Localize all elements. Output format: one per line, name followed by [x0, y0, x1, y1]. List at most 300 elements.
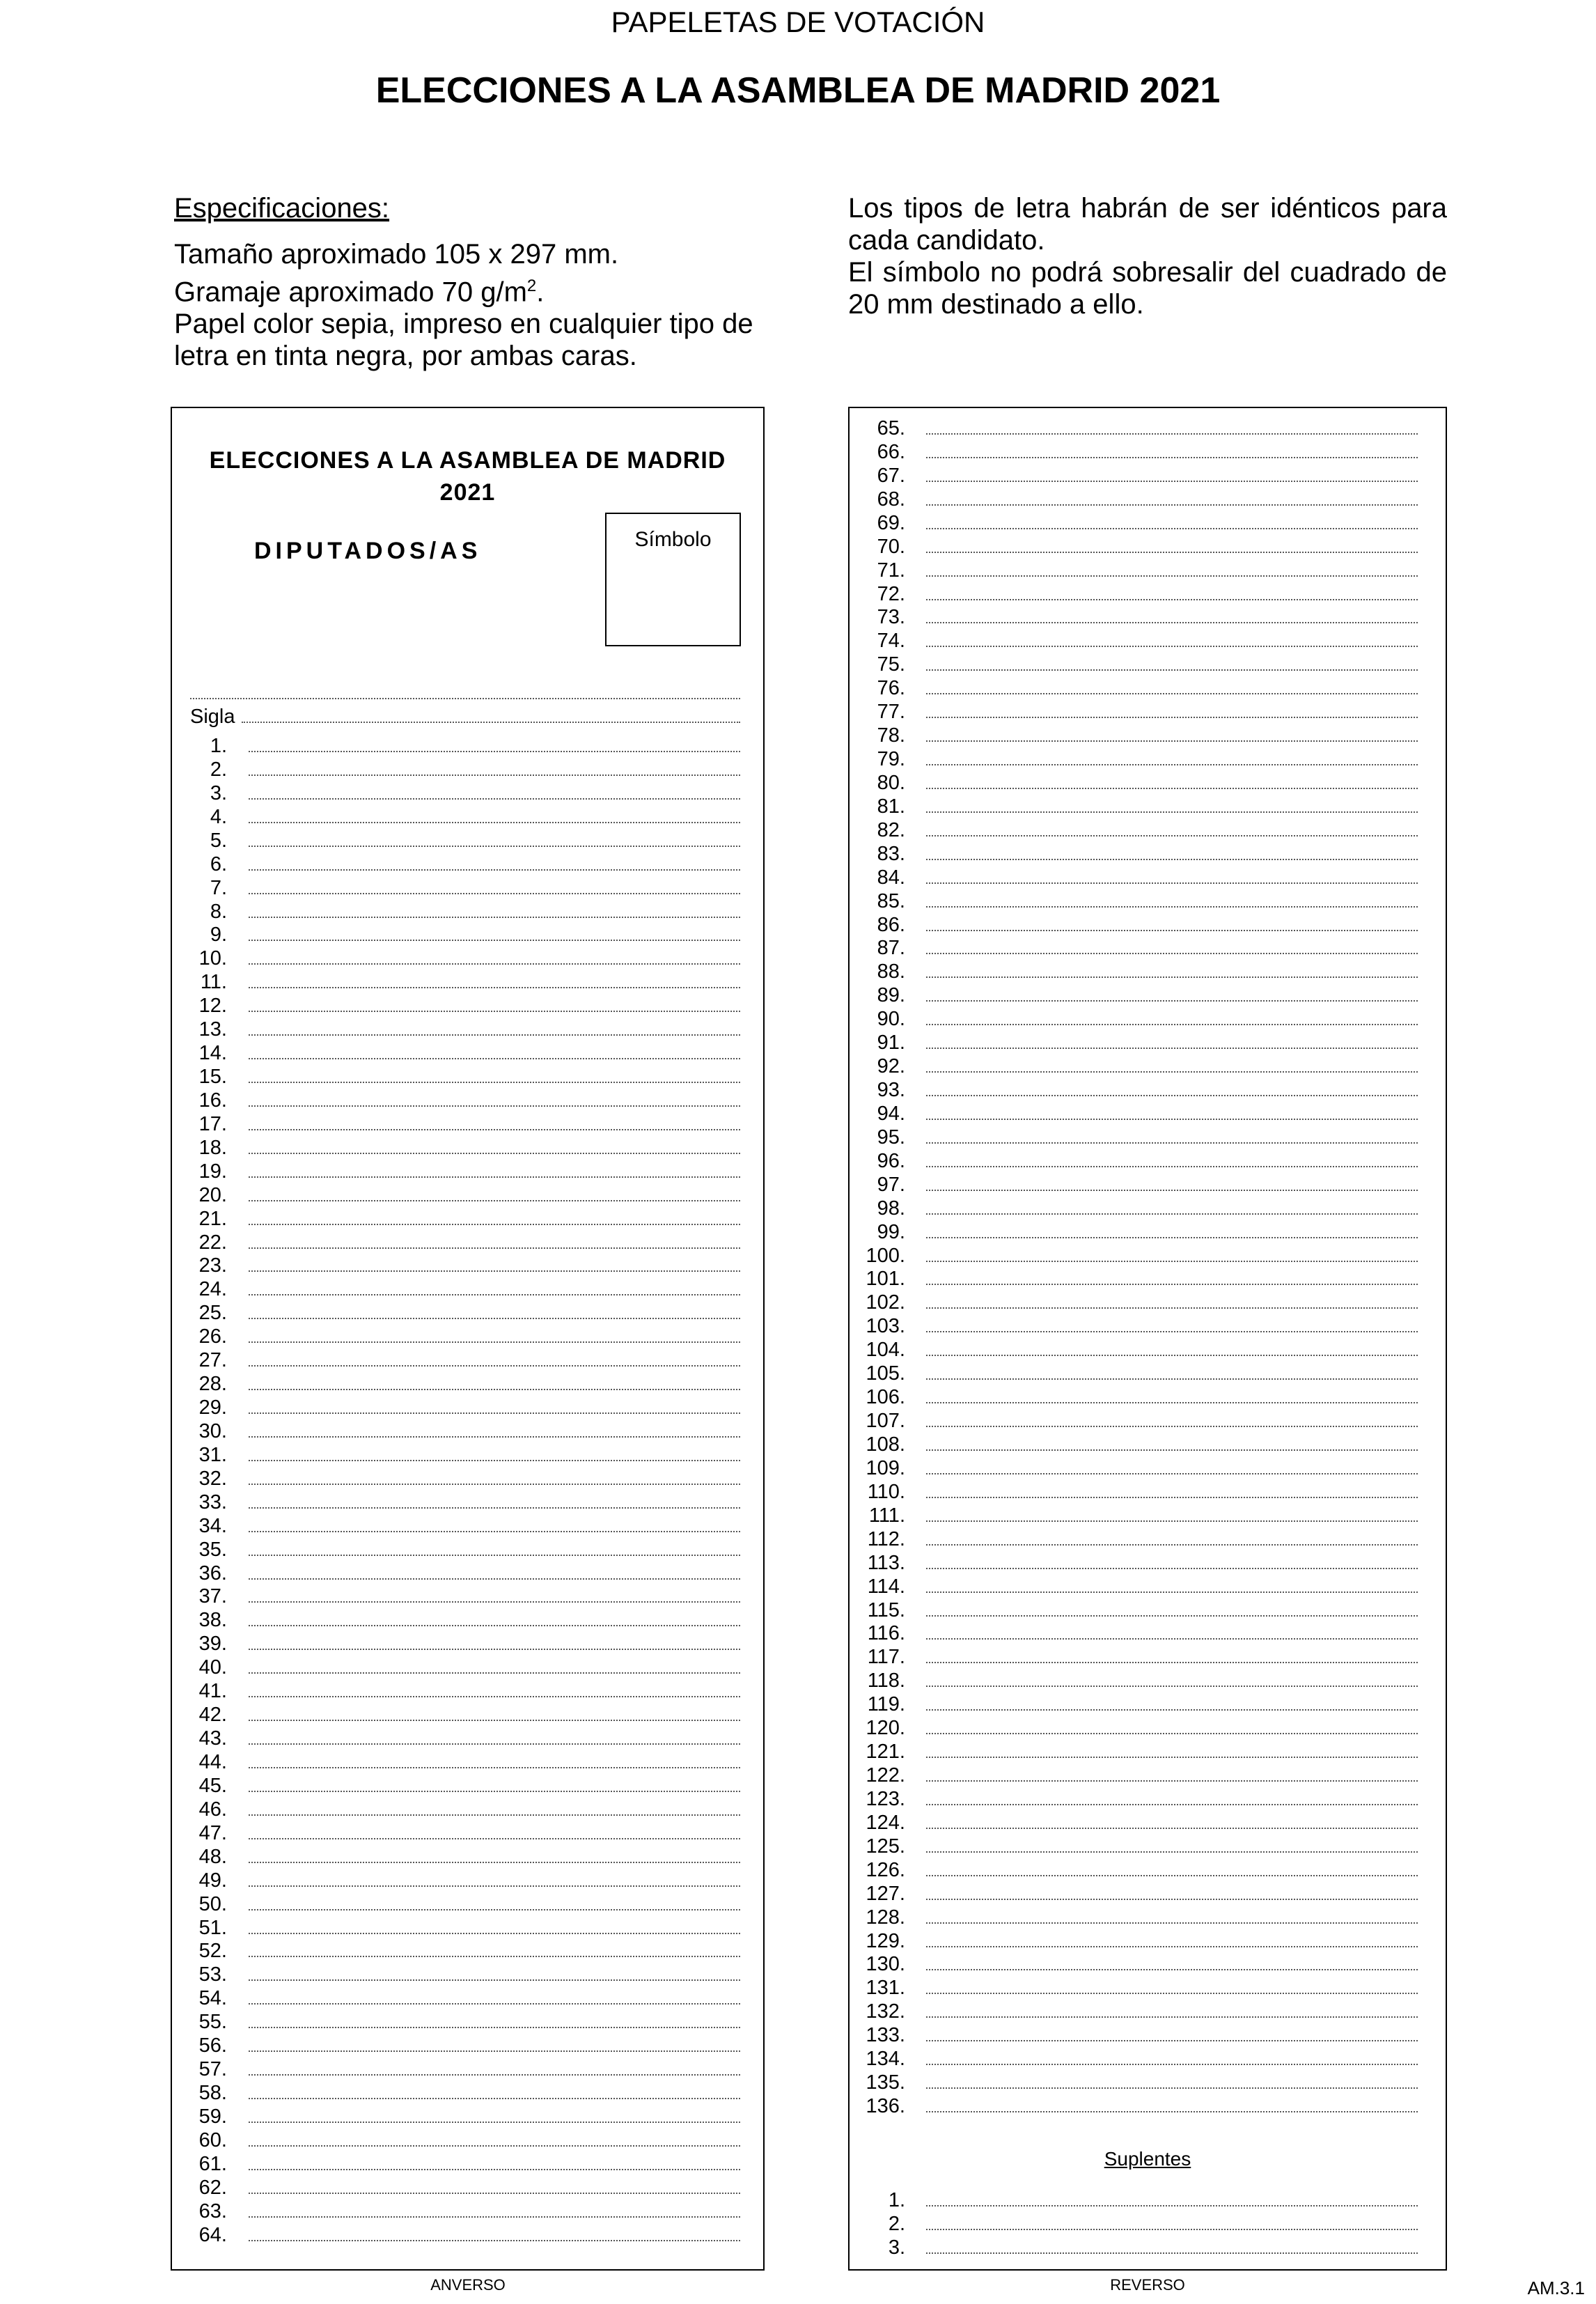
list-item-number: 113.	[867, 1551, 905, 1574]
list-item-number: 123.	[866, 1787, 905, 1810]
list-item-number: 34.	[198, 1514, 227, 1537]
candidate-dotted-line	[249, 1625, 740, 1626]
list-item-number: 78.	[877, 724, 905, 747]
list-item	[850, 440, 1446, 464]
candidate-dotted-line	[926, 1615, 1418, 1617]
candidate-dotted-line	[926, 2016, 1418, 2018]
candidate-dotted-line	[926, 1875, 1418, 1876]
list-item	[172, 1183, 763, 1207]
spec-symbol: El símbolo no podrá sobresalir del cuadrado de 20 mm destinado a ello.	[848, 257, 1447, 320]
candidate-dotted-line	[249, 1034, 740, 1036]
list-item-number: 92.	[877, 1055, 905, 1078]
list-item	[850, 1716, 1446, 1740]
candidate-dotted-line	[926, 2087, 1418, 2089]
list-item	[850, 511, 1446, 535]
list-item-number: 104.	[866, 1339, 905, 1362]
list-item-number: 3.	[888, 2236, 905, 2259]
specifications-right	[848, 192, 1447, 320]
list-item-number: 136.	[866, 2095, 905, 2118]
list-item	[850, 1291, 1446, 1314]
list-item-number: 115.	[867, 1598, 905, 1621]
list-item	[172, 1325, 763, 1348]
list-item	[850, 417, 1446, 440]
list-item	[172, 1585, 763, 1608]
list-item-number: 97.	[877, 1173, 905, 1196]
list-item-number: 105.	[866, 1362, 905, 1385]
candidate-dotted-line	[926, 2252, 1418, 2254]
candidate-dotted-line	[249, 1743, 740, 1745]
candidate-dotted-line	[926, 669, 1418, 671]
list-item	[850, 1906, 1446, 1929]
list-item	[172, 1821, 763, 1845]
list-item-number: 2.	[210, 758, 227, 781]
list-item	[850, 1551, 1446, 1575]
list-item-number: 129.	[866, 1929, 905, 1952]
symbol-box	[605, 513, 741, 646]
candidate-dotted-line	[926, 1331, 1418, 1332]
list-item-number: 66.	[877, 440, 905, 463]
list-item	[850, 1362, 1446, 1385]
candidate-dotted-line	[249, 869, 740, 871]
spec-size: Tamaño aproximado 105 x 297 mm.	[174, 239, 619, 270]
list-item-number: 13.	[198, 1018, 227, 1041]
candidate-dotted-line	[926, 481, 1418, 482]
list-item-number: 120.	[866, 1717, 905, 1740]
list-item	[172, 1207, 763, 1231]
candidate-dotted-line	[249, 1885, 740, 1887]
candidate-dotted-line	[249, 2240, 740, 2241]
list-item-number: 67.	[877, 464, 905, 487]
list-item	[850, 1952, 1446, 1976]
candidate-dotted-line	[249, 846, 740, 847]
list-item	[172, 923, 763, 947]
candidate-dotted-line	[926, 1402, 1418, 1403]
spec-paper: Papel color sepia, impreso en cualquier tipo de letra en tinta negra, por ambas caras.	[174, 309, 753, 372]
list-item-number: 60.	[198, 2128, 227, 2151]
candidate-dotted-line	[926, 1851, 1418, 1853]
candidate-dotted-line	[249, 1649, 740, 1650]
list-item-number: 25.	[198, 1302, 227, 1325]
candidate-dotted-line	[249, 1058, 740, 1059]
list-item	[172, 805, 763, 829]
candidate-dotted-line	[249, 1129, 740, 1130]
candidate-dotted-line	[249, 2003, 740, 2005]
list-item	[172, 734, 763, 758]
list-item	[850, 724, 1446, 747]
candidate-dotted-line	[249, 1247, 740, 1249]
list-item	[172, 1277, 763, 1301]
list-item-number: 46.	[198, 1798, 227, 1821]
list-item-number: 88.	[877, 960, 905, 983]
candidate-dotted-line	[926, 1378, 1418, 1380]
candidate-dotted-line	[249, 2193, 740, 2194]
candidate-dotted-line	[249, 1672, 740, 1674]
document-title: ELECCIONES A LA ASAMBLEA DE MADRID 2021	[375, 70, 1221, 111]
list-item	[850, 1929, 1446, 1953]
list-item	[850, 2236, 1446, 2259]
list-item-number: 24.	[198, 1278, 227, 1301]
list-item	[850, 1504, 1446, 1527]
list-item	[172, 994, 763, 1018]
candidate-dotted-line	[926, 1024, 1418, 1025]
list-item	[172, 2128, 763, 2152]
list-item	[850, 1031, 1446, 1054]
list-item	[850, 1621, 1446, 1645]
candidate-dotted-line	[249, 822, 740, 823]
candidate-dotted-line	[926, 1686, 1418, 1687]
list-item	[172, 2057, 763, 2081]
list-item-number: 71.	[877, 559, 905, 582]
candidate-dotted-line	[926, 433, 1418, 435]
list-item	[850, 1456, 1446, 1480]
list-item	[850, 1078, 1446, 1102]
list-item-number: 130.	[866, 1953, 905, 1976]
spec-weight-superscript: 2	[526, 277, 537, 295]
list-item	[172, 1963, 763, 1986]
list-item-number: 135.	[866, 2071, 905, 2094]
candidate-dotted-line	[249, 1294, 740, 1295]
list-item	[850, 1126, 1446, 1149]
candidate-dotted-line	[249, 1720, 740, 1721]
list-item-number: 134.	[866, 2048, 905, 2071]
candidate-dotted-line	[249, 1979, 740, 1981]
list-item-number: 23.	[198, 1254, 227, 1277]
list-item-number: 52.	[198, 1940, 227, 1963]
ballot-front-panel	[171, 407, 765, 2271]
candidate-dotted-line	[249, 893, 740, 894]
list-item	[850, 1007, 1446, 1031]
sigla-dotted-line	[242, 722, 740, 723]
candidate-dotted-line	[249, 1909, 740, 1910]
list-item	[850, 1409, 1446, 1433]
list-item	[850, 2023, 1446, 2047]
list-item	[172, 1018, 763, 1041]
list-item	[172, 1231, 763, 1254]
list-item-number: 106.	[866, 1386, 905, 1409]
candidate-dotted-line	[926, 1993, 1418, 1994]
candidate-dotted-line	[926, 1662, 1418, 1663]
list-item	[850, 842, 1446, 866]
list-item-number: 132.	[866, 2000, 905, 2023]
list-item-number: 122.	[866, 1764, 905, 1787]
list-item-number: 99.	[877, 1220, 905, 1243]
list-item-number: 118.	[867, 1669, 905, 1692]
list-item	[850, 2000, 1446, 2023]
candidate-dotted-line	[926, 2064, 1418, 2065]
list-item-number: 42.	[198, 1704, 227, 1727]
list-item	[172, 1419, 763, 1443]
list-item	[850, 464, 1446, 488]
list-item	[850, 700, 1446, 724]
candidate-dotted-line	[249, 963, 740, 965]
list-item	[172, 1892, 763, 1916]
list-item-number: 87.	[877, 937, 905, 960]
list-item-number: 33.	[198, 1490, 227, 1513]
list-item	[172, 829, 763, 853]
list-item	[172, 2152, 763, 2176]
list-item	[850, 1740, 1446, 1764]
candidate-dotted-line	[926, 552, 1418, 553]
list-item-number: 90.	[877, 1008, 905, 1031]
candidate-dotted-line	[249, 1507, 740, 1509]
list-item	[172, 1396, 763, 1419]
back-caption: REVERSO	[1110, 2276, 1185, 2294]
list-item	[850, 771, 1446, 795]
list-item	[172, 1750, 763, 1774]
list-item	[172, 970, 763, 994]
list-item-number: 85.	[877, 889, 905, 912]
list-item-number: 89.	[877, 984, 905, 1007]
list-item	[172, 1372, 763, 1396]
list-item-number: 1.	[888, 2189, 905, 2211]
candidate-dotted-line	[249, 1200, 740, 1201]
ballot-title-line-1: ELECCIONES A LA ASAMBLEA DE MADRID	[209, 447, 726, 474]
list-item-number: 12.	[198, 995, 227, 1018]
specifications-left	[174, 192, 787, 372]
candidate-dotted-line	[926, 1000, 1418, 1002]
candidate-dotted-line	[926, 835, 1418, 836]
list-item	[850, 1976, 1446, 2000]
candidate-dotted-line	[249, 2050, 740, 2052]
candidate-dotted-line	[926, 811, 1418, 813]
candidate-dotted-line	[926, 764, 1418, 765]
list-item	[172, 1845, 763, 1869]
list-item	[172, 1727, 763, 1750]
list-item	[172, 1986, 763, 2010]
candidate-dotted-line	[926, 1237, 1418, 1238]
candidate-dotted-line	[926, 1520, 1418, 1522]
list-item-number: 27.	[198, 1349, 227, 1372]
list-item-number: 18.	[198, 1136, 227, 1159]
candidate-dotted-line	[926, 1048, 1418, 1049]
list-item	[172, 1514, 763, 1538]
candidate-dotted-line	[249, 1082, 740, 1083]
list-item-number: 121.	[866, 1741, 905, 1764]
list-item	[172, 758, 763, 781]
list-item	[172, 1254, 763, 1277]
candidate-dotted-line	[926, 1591, 1418, 1593]
candidate-dotted-line	[926, 1709, 1418, 1711]
list-item-number: 109.	[866, 1456, 905, 1479]
list-item-number: 51.	[198, 1916, 227, 1939]
list-item-number: 21.	[198, 1207, 227, 1230]
party-name-row	[172, 681, 763, 705]
list-item-number: 117.	[867, 1646, 905, 1669]
list-item	[172, 1939, 763, 1963]
list-item-number: 39.	[198, 1633, 227, 1656]
candidate-dotted-line	[926, 1638, 1418, 1640]
list-item-number: 3.	[210, 781, 227, 804]
list-item-number: 4.	[210, 805, 227, 828]
list-item	[850, 1102, 1446, 1126]
candidate-dotted-line	[926, 1733, 1418, 1734]
list-item-number: 31.	[198, 1443, 227, 1466]
list-item-number: 91.	[877, 1032, 905, 1054]
list-item-number: 56.	[198, 2034, 227, 2057]
list-item-number: 62.	[198, 2176, 227, 2199]
candidate-dotted-line	[926, 930, 1418, 931]
candidate-dotted-line	[926, 2205, 1418, 2206]
list-item-number: 108.	[866, 1433, 905, 1456]
candidate-dotted-line	[249, 1389, 740, 1390]
list-item	[172, 1089, 763, 1112]
candidate-dotted-line	[926, 1946, 1418, 1947]
list-item-number: 61.	[198, 2152, 227, 2175]
candidate-dotted-line	[249, 2216, 740, 2218]
list-item-number: 48.	[198, 1845, 227, 1868]
list-item	[850, 795, 1446, 818]
list-item	[172, 1490, 763, 1514]
candidate-dotted-line	[249, 2074, 740, 2076]
list-item	[172, 1301, 763, 1325]
candidate-dotted-line	[926, 693, 1418, 694]
list-item	[172, 1538, 763, 1562]
list-item-number: 11.	[200, 971, 227, 994]
list-item-number: 30.	[198, 1419, 227, 1442]
list-item	[850, 983, 1446, 1007]
party-name-dotted-line	[190, 698, 740, 699]
list-item-number: 96.	[877, 1149, 905, 1172]
candidate-dotted-line	[249, 1153, 740, 1154]
list-item-number: 125.	[866, 1835, 905, 1858]
candidate-dotted-line	[926, 1095, 1418, 1096]
list-item	[850, 582, 1446, 606]
list-item-number: 55.	[198, 2011, 227, 2034]
list-item-number: 9.	[210, 924, 227, 947]
list-item	[172, 1703, 763, 1727]
list-item	[850, 818, 1446, 842]
candidate-dotted-line	[249, 987, 740, 988]
list-item-number: 82.	[877, 818, 905, 841]
list-item-number: 84.	[877, 866, 905, 889]
candidate-dotted-line	[926, 2111, 1418, 2112]
list-item	[850, 2188, 1446, 2212]
list-item-number: 29.	[198, 1396, 227, 1419]
list-item	[172, 900, 763, 924]
list-item	[172, 1679, 763, 1703]
list-item-number: 20.	[198, 1183, 227, 1206]
candidate-dotted-line	[926, 1284, 1418, 1285]
candidate-dotted-line	[926, 1307, 1418, 1309]
candidate-dotted-line	[249, 1933, 740, 1934]
list-item	[172, 1467, 763, 1490]
candidate-dotted-line	[926, 1190, 1418, 1191]
list-item	[172, 853, 763, 876]
candidate-dotted-line	[926, 1119, 1418, 1120]
symbol-label: Símbolo	[634, 528, 712, 551]
list-item-number: 100.	[866, 1244, 905, 1267]
candidate-dotted-line	[926, 1497, 1418, 1498]
list-item	[172, 876, 763, 900]
sigla-label: Sigla	[190, 706, 235, 728]
ballot-back-panel	[848, 407, 1447, 2271]
candidate-dotted-line	[926, 1780, 1418, 1782]
list-item	[850, 653, 1446, 676]
candidate-dotted-line	[926, 1804, 1418, 1805]
list-item	[850, 1197, 1446, 1220]
list-item-number: 75.	[877, 653, 905, 676]
list-item	[850, 1692, 1446, 1716]
list-item-number: 116.	[867, 1622, 905, 1645]
list-item	[850, 866, 1446, 889]
list-item	[850, 1338, 1446, 1362]
document-code: AM.3.1	[1527, 2278, 1585, 2298]
list-item-number: 114.	[867, 1575, 905, 1598]
candidate-dotted-line	[926, 1142, 1418, 1144]
list-item	[850, 1764, 1446, 1787]
list-item	[172, 1656, 763, 1679]
list-item	[850, 1669, 1446, 1692]
list-item-number: 35.	[198, 1538, 227, 1561]
list-item	[850, 1149, 1446, 1173]
candidate-dotted-line	[926, 575, 1418, 577]
list-item-number: 77.	[877, 701, 905, 724]
candidate-dotted-line	[249, 1601, 740, 1603]
list-item-number: 86.	[877, 913, 905, 936]
list-item	[172, 1041, 763, 1065]
list-item-number: 101.	[866, 1268, 905, 1291]
list-item-number: 45.	[198, 1774, 227, 1797]
list-item	[172, 1774, 763, 1798]
list-item	[172, 2010, 763, 2034]
list-item-number: 41.	[198, 1680, 227, 1703]
list-item-number: 26.	[198, 1325, 227, 1348]
candidate-dotted-line	[249, 2027, 740, 2028]
list-item-number: 94.	[877, 1102, 905, 1125]
candidate-dotted-line	[249, 751, 740, 752]
candidate-dotted-line	[926, 599, 1418, 600]
spec-weight	[174, 270, 787, 308]
candidate-dotted-line	[249, 1956, 740, 1957]
candidate-dotted-line	[249, 1484, 740, 1485]
list-item-number: 107.	[866, 1410, 905, 1433]
candidate-dotted-line	[926, 622, 1418, 623]
list-item	[850, 629, 1446, 653]
list-item	[850, 1244, 1446, 1268]
list-item-number: 47.	[198, 1821, 227, 1844]
list-item	[172, 1562, 763, 1585]
list-item-number: 95.	[877, 1126, 905, 1149]
candidate-dotted-line	[249, 1460, 740, 1461]
candidate-dotted-line	[926, 1828, 1418, 1829]
list-item	[172, 1916, 763, 1940]
list-item	[850, 1220, 1446, 1244]
list-item-number: 14.	[198, 1042, 227, 1065]
list-item-number: 53.	[198, 1963, 227, 1986]
list-item-number: 93.	[877, 1079, 905, 1102]
list-item-number: 98.	[877, 1197, 905, 1220]
candidate-dotted-line	[249, 2169, 740, 2170]
candidate-dotted-line	[249, 1270, 740, 1272]
list-item	[850, 936, 1446, 960]
list-item	[172, 2176, 763, 2200]
list-item	[850, 1858, 1446, 1882]
list-item-number: 37.	[198, 1585, 227, 1608]
list-item-number: 124.	[866, 1811, 905, 1834]
list-item-number: 54.	[198, 1987, 227, 2010]
candidate-dotted-line	[249, 1696, 740, 1697]
list-item-number: 127.	[866, 1882, 905, 1905]
list-item-number: 1.	[210, 735, 227, 757]
list-item-number: 8.	[210, 900, 227, 923]
suplentes-heading: Suplentes	[1104, 2148, 1191, 2170]
list-item-number: 49.	[198, 1869, 227, 1892]
candidate-dotted-line	[249, 1578, 740, 1580]
list-item	[172, 1112, 763, 1136]
candidate-dotted-line	[926, 1355, 1418, 1356]
candidate-dotted-line	[249, 1838, 740, 1839]
list-item-number: 43.	[198, 1727, 227, 1750]
